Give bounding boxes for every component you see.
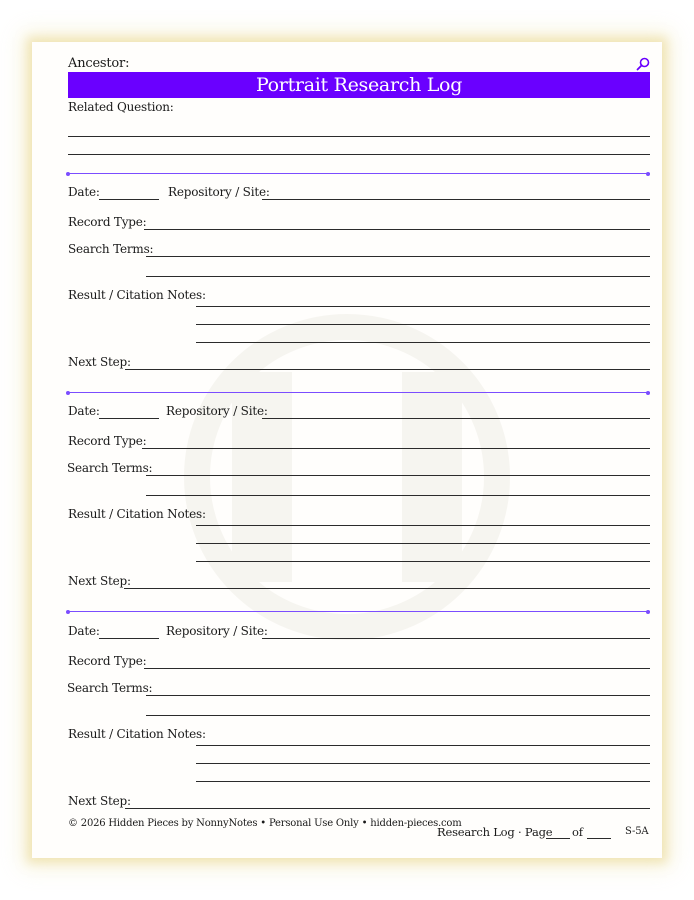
record-type-label: Record Type:	[68, 215, 147, 229]
result-notes-label: Result / Citation Notes:	[68, 507, 206, 521]
result-notes-field[interactable]	[196, 763, 650, 764]
related-question-label: Related Question:	[68, 100, 174, 114]
search-terms-field[interactable]	[146, 495, 650, 496]
page-title: Portrait Research Log	[68, 72, 650, 98]
next-step-field[interactable]	[124, 588, 650, 589]
page-number-field[interactable]	[546, 838, 570, 839]
record-type-field[interactable]	[144, 229, 650, 230]
search-terms-field[interactable]	[146, 475, 650, 476]
log-sheet	[32, 42, 662, 858]
divider-dot	[646, 391, 650, 395]
record-type-label: Record Type:	[68, 654, 147, 668]
search-terms-field[interactable]	[146, 276, 650, 277]
search-terms-label: Search Terms:	[67, 461, 153, 475]
section-divider	[68, 173, 650, 174]
result-notes-field[interactable]	[196, 324, 650, 325]
next-step-field[interactable]	[125, 369, 650, 370]
next-step-label: Next Step:	[68, 355, 131, 369]
result-notes-field[interactable]	[196, 781, 650, 782]
search-icon	[636, 57, 650, 71]
date-field[interactable]	[99, 199, 159, 200]
record-type-field[interactable]	[144, 668, 650, 669]
search-terms-label: Search Terms:	[67, 681, 153, 695]
page-total-field[interactable]	[587, 838, 611, 839]
result-notes-field[interactable]	[196, 306, 650, 307]
result-notes-field[interactable]	[196, 543, 650, 544]
divider-dot	[66, 391, 70, 395]
related-question-line[interactable]	[68, 136, 650, 137]
page-label: Research Log · Page	[437, 825, 553, 839]
of-label: of	[572, 825, 583, 839]
section-divider	[68, 611, 650, 612]
repository-field[interactable]	[262, 199, 650, 200]
record-type-label: Record Type:	[68, 434, 147, 448]
divider-dot	[66, 610, 70, 614]
divider-dot	[646, 172, 650, 176]
result-notes-label: Result / Citation Notes:	[68, 727, 206, 741]
repository-label: Repository / Site:	[166, 404, 268, 418]
copyright-notice: © 2026 Hidden Pieces by NonnyNotes • Personal Use Only • hidden-pieces.com	[68, 818, 462, 829]
result-notes-label: Result / Citation Notes:	[68, 288, 206, 302]
related-question-line[interactable]	[68, 154, 650, 155]
divider-dot	[66, 172, 70, 176]
ancestor-label: Ancestor:	[68, 56, 130, 71]
repository-field[interactable]	[262, 418, 650, 419]
record-type-field[interactable]	[142, 448, 650, 449]
search-terms-field[interactable]	[146, 715, 650, 716]
result-notes-field[interactable]	[196, 525, 650, 526]
search-terms-field[interactable]	[146, 256, 650, 257]
divider-dot	[646, 610, 650, 614]
page-code: S-5A	[625, 826, 649, 837]
repository-label: Repository / Site:	[166, 624, 268, 638]
search-terms-field[interactable]	[146, 695, 650, 696]
next-step-field[interactable]	[125, 808, 650, 809]
repository-label: Repository / Site:	[168, 185, 270, 199]
date-label: Date:	[68, 404, 100, 418]
search-terms-label: Search Terms:	[68, 242, 154, 256]
date-label: Date:	[68, 624, 100, 638]
section-divider	[68, 392, 650, 393]
next-step-label: Next Step:	[68, 794, 131, 808]
date-label: Date:	[68, 185, 100, 199]
date-field[interactable]	[99, 638, 159, 639]
date-field[interactable]	[99, 418, 159, 419]
result-notes-field[interactable]	[196, 561, 650, 562]
ornament-watermark	[172, 312, 522, 642]
result-notes-field[interactable]	[196, 342, 650, 343]
result-notes-field[interactable]	[196, 745, 650, 746]
repository-field[interactable]	[262, 638, 650, 639]
next-step-label: Next Step:	[68, 574, 131, 588]
